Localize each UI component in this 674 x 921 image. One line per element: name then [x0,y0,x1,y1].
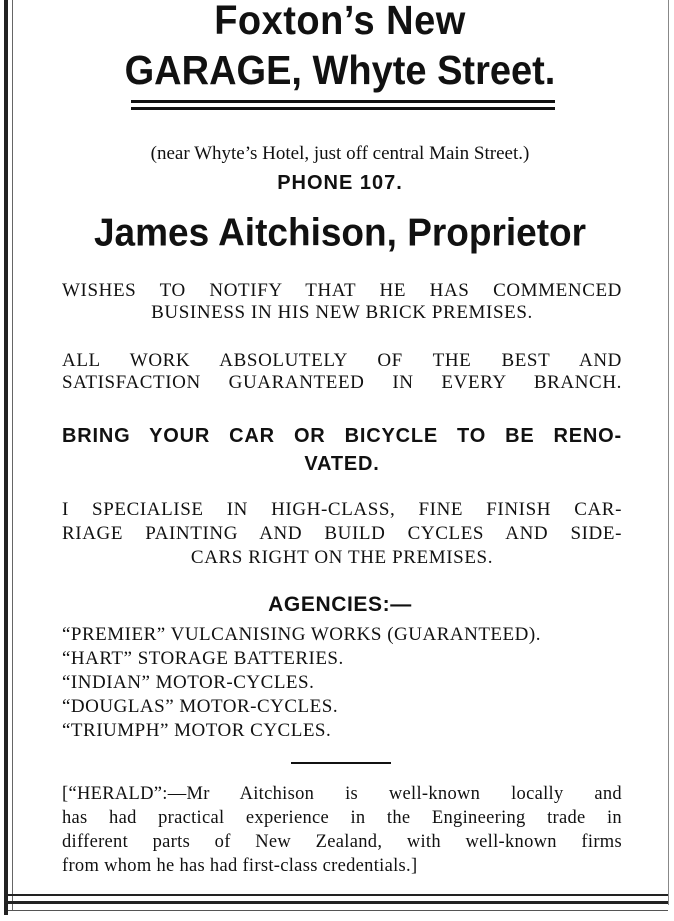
notify-line-2: BUSINESS IN HIS NEW BRICK PREMISES. [151,302,533,323]
agency-item: “DOUGLAS” MOTOR-CYCLES. [62,696,339,717]
notify-paragraph [62,280,622,324]
herald-line-1: [“HERALD”:—Mr Aitchison is well-known locally and [62,784,622,804]
bring-line-1: BRING YOUR CAR OR BICYCLE TO BE RENO- [62,425,622,447]
agency-item: “PREMIER” VULCANISING WORKS (GUARANTEED). [62,624,541,645]
right-border-rule [668,0,669,905]
ad-title-line-2: GARAGE, Whyte Street. [124,48,556,94]
agency-item: “INDIAN” MOTOR-CYCLES. [62,672,315,693]
agencies-heading: AGENCIES:— [268,593,412,616]
herald-line-2: has had practical experience in the Engineering trade in [62,808,622,828]
left-border-thin-rule [12,0,13,910]
herald-line-4: from whom he has had first-class credentials.] [62,856,418,876]
herald-line-3: different parts of New Zealand, with well-known firms [62,832,622,852]
specialise-line-3: CARS RIGHT ON THE PREMISES. [190,547,494,568]
bottom-border-thick-rule [8,901,668,904]
work-line-1: ALL WORK ABSOLUTELY OF THE BEST AND [62,350,622,371]
specialise-paragraph [62,498,622,570]
agency-item: “HART” STORAGE BATTERIES. [62,648,344,669]
herald-note [62,782,622,878]
address-line: (near Whyte’s Hotel, just off central Main Street.) [150,143,530,164]
agency-item: “TRIUMPH” MOTOR CYCLES. [62,720,332,741]
bring-paragraph [62,422,622,478]
phone-number: PHONE 107. [277,172,403,194]
work-line-2: SATISFACTION GUARANTEED IN EVERY BRANCH. [62,372,622,393]
title-double-rule-bottom [131,107,555,110]
bottom-border-rule [8,894,668,896]
work-paragraph [62,350,622,394]
section-divider [291,762,391,764]
left-border-rule [4,0,8,915]
bottom-border-thin-rule [8,910,668,911]
proprietor-heading: James Aitchison, Proprietor [93,210,587,254]
specialise-line-2: RIAGE PAINTING AND BUILD CYCLES AND SIDE- [62,523,622,544]
ad-title-line-1: Foxton’s New [214,0,466,44]
bring-line-2: VATED. [304,453,380,475]
notify-line-1: WISHES TO NOTIFY THAT HE HAS COMMENCED [62,280,622,301]
title-double-rule-top [131,100,555,103]
specialise-line-1: I SPECIALISE IN HIGH-CLASS, FINE FINISH CAR- [62,499,622,520]
